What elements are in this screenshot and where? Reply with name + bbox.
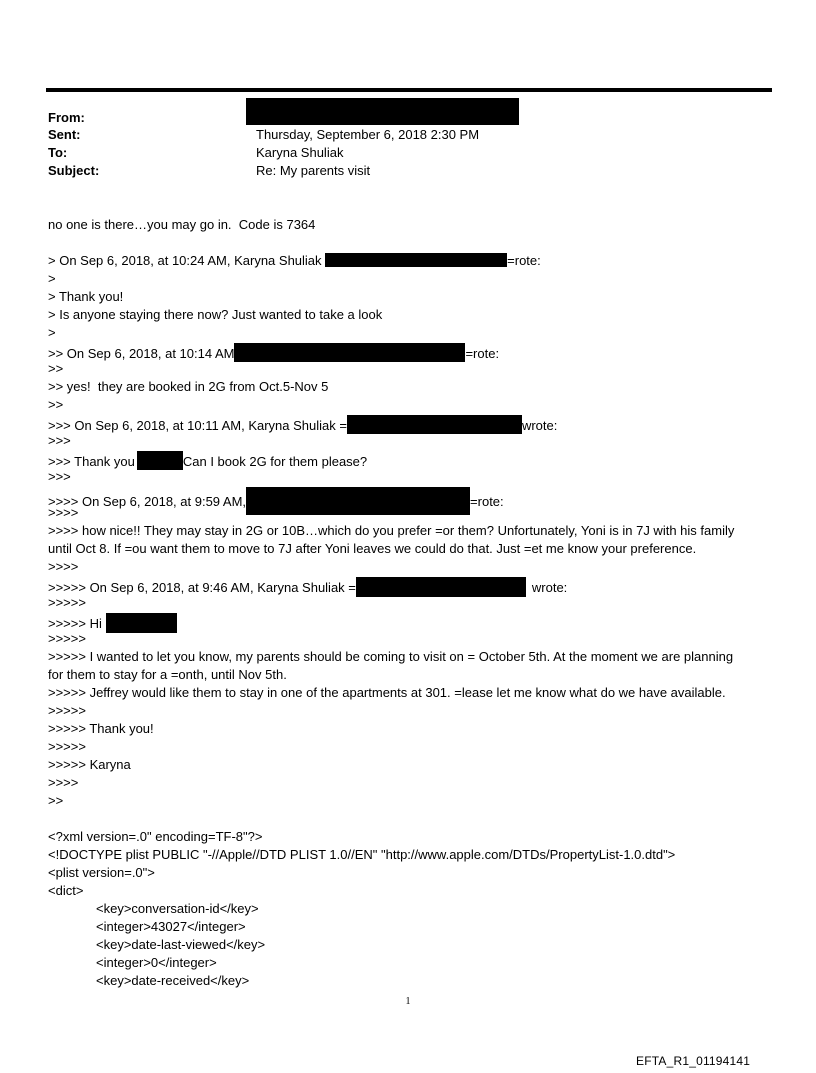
redaction-block <box>246 98 519 125</box>
quote-text: >> On Sep 6, 2018, at 10:14 AM <box>48 346 235 361</box>
header-rule <box>46 88 772 92</box>
redaction-block <box>106 613 177 633</box>
quote-text: =rote: <box>465 346 500 361</box>
to-label: To: <box>48 145 68 160</box>
quote-line <box>48 253 541 269</box>
quote-line: >>>>> <box>48 631 86 646</box>
quote-line: >>>>> I wanted to let you know, my parents should be coming to visit on = October 5th. At the moment we are planning <box>48 649 734 664</box>
quote-text: wrote: <box>521 418 558 433</box>
quote-line: >>>>> <box>48 703 86 718</box>
redaction-block <box>325 253 507 267</box>
xml-line: <plist version=.0"> <box>48 865 155 880</box>
quote-line: > Thank you! <box>48 289 124 304</box>
quote-text: >>>>> On Sep 6, 2018, at 9:46 AM, Karyna Shuliak = <box>48 580 356 595</box>
redaction-block <box>137 451 183 470</box>
quote-line <box>48 613 177 633</box>
xml-line: <?xml version=.0" encoding=TF-8"?> <box>48 829 263 844</box>
quote-line: >>>>> Jeffrey would like them to stay in one of the apartments at 301. =lease let me know what do we have available. <box>48 685 726 700</box>
quote-line: >>> <box>48 433 71 448</box>
quote-line: >>> <box>48 469 71 484</box>
quote-text: wrote: <box>531 580 568 595</box>
quote-line: >>>> <box>48 559 79 574</box>
quote-line: >>>> <box>48 505 79 520</box>
xml-line: <integer>43027</integer> <box>96 919 246 934</box>
quote-text: =rote: <box>507 253 541 268</box>
redaction-block <box>234 343 465 362</box>
xml-line: <dict> <box>48 883 84 898</box>
quote-line: >>>> how nice!! They may stay in 2G or 10B…which do you prefer =or them? Unfortunately, Yoni is in 7J with his family <box>48 523 735 538</box>
quote-line: >> yes! they are booked in 2G from Oct.5-Nov 5 <box>48 379 329 394</box>
quote-line <box>48 415 557 434</box>
sent-label: Sent: <box>48 127 81 142</box>
quote-line: >>>>> <box>48 595 86 610</box>
from-label: From: <box>48 110 85 125</box>
quote-text: Can I book 2G for them please? <box>182 454 368 469</box>
quote-line: >>>>> <box>48 739 86 754</box>
quote-line: >> <box>48 793 64 808</box>
xml-line: <!DOCTYPE plist PUBLIC "-//Apple//DTD PLIST 1.0//EN" "http://www.apple.com/DTDs/PropertyList-1.0.dtd"> <box>48 847 676 862</box>
quote-text: >>>>> Hi <box>48 616 102 631</box>
to-value: Karyna Shuliak <box>256 145 344 160</box>
quote-text: >>> Thank you <box>48 454 135 469</box>
xml-line: <key>date-received</key> <box>96 973 250 988</box>
quote-text: >>> On Sep 6, 2018, at 10:11 AM, Karyna Shuliak = <box>48 418 347 433</box>
reply-text: no one is there…you may go in. Code is 7364 <box>48 217 316 232</box>
quote-line: until Oct 8. If =ou want them to move to 7J after Yoni leaves we could do that. Just =et me know your preference. <box>48 541 697 556</box>
xml-line: <key>conversation-id</key> <box>96 901 259 916</box>
quote-line <box>48 487 504 515</box>
quote-line: >> <box>48 361 64 376</box>
quote-line <box>48 577 567 597</box>
quote-line: >>>>> Karyna <box>48 757 131 772</box>
quote-line: for them to stay for a =onth, until Nov 5th. <box>48 667 287 682</box>
subject-label: Subject: <box>48 163 100 178</box>
xml-line: <integer>0</integer> <box>96 955 217 970</box>
quote-line: >>>> <box>48 775 79 790</box>
quote-line: >> <box>48 397 64 412</box>
quote-line: > Is anyone staying there now? Just wanted to take a look <box>48 307 383 322</box>
redaction-block <box>356 577 526 597</box>
quote-text: > On Sep 6, 2018, at 10:24 AM, Karyna Shuliak <box>48 253 326 268</box>
quote-line: > <box>48 325 56 340</box>
quote-line: >>>>> Thank you! <box>48 721 154 736</box>
quote-text: >>>> On Sep 6, 2018, at 9:59 AM, <box>48 494 247 509</box>
redaction-block <box>347 415 522 434</box>
sent-value: Thursday, September 6, 2018 2:30 PM <box>256 127 480 142</box>
xml-line: <key>date-last-viewed</key> <box>96 937 266 952</box>
quote-line <box>48 343 499 362</box>
bates-number: EFTA_R1_01194141 <box>636 1054 751 1068</box>
subject-value: Re: My parents visit <box>256 163 371 178</box>
page-number: 1 <box>405 996 411 1007</box>
quote-text: =rote: <box>470 494 504 509</box>
redaction-block <box>246 487 470 515</box>
quote-line <box>48 451 367 470</box>
quote-line: > <box>48 271 56 286</box>
